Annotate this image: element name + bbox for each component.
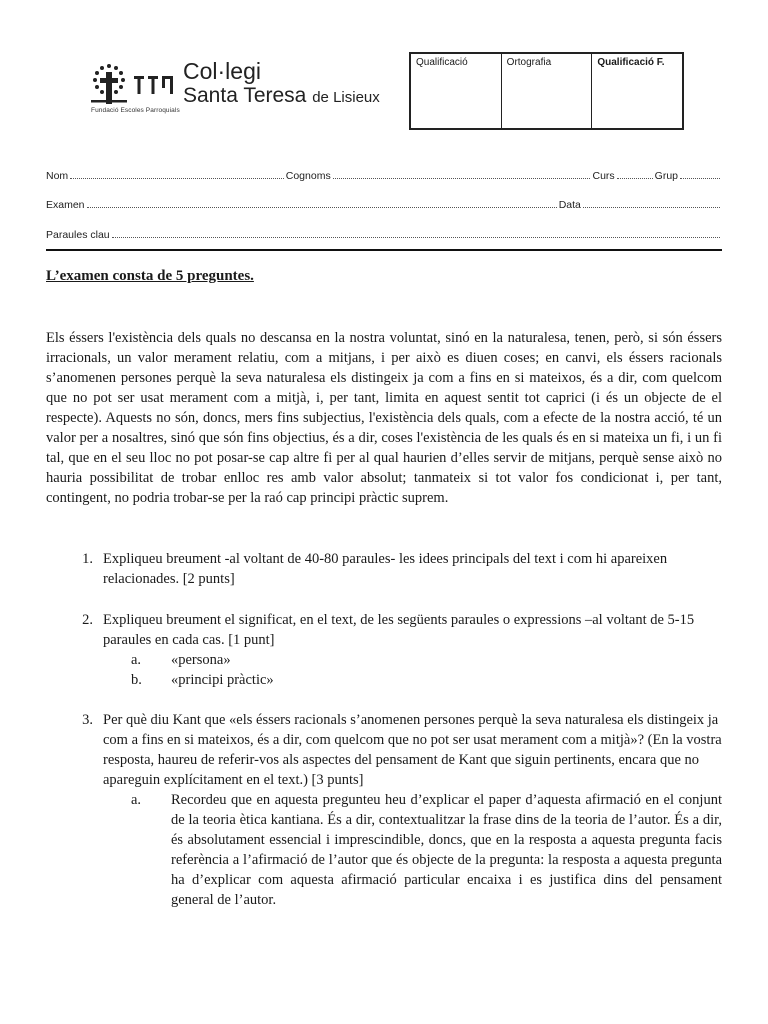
nom-field[interactable] [70,170,284,179]
paraules-clau-field[interactable] [112,229,720,238]
school-logo-icon [91,62,127,106]
school-name-main: Santa Teresa [183,84,307,107]
grade-label-final: Qualificació F. [597,57,665,68]
grup-label: Grup [654,170,678,182]
curs-label: Curs [592,170,615,182]
grade-cell-final[interactable] [592,54,682,128]
question-1 [46,549,722,589]
school-name-suffix: de Lisieux [312,89,380,106]
exam-intro: L’examen consta de 5 preguntes. [46,268,254,284]
cognoms-field[interactable] [333,170,591,179]
grade-cell-ortografia[interactable] [502,54,593,128]
keywords-row [46,229,722,241]
question-3-subitems [103,790,722,910]
nom-label: Nom [46,170,69,182]
school-name-line2 [183,84,380,108]
grade-label-ortografia: Ortografia [506,57,552,68]
foundation-name: Fundació Escoles Parroquials [91,107,180,114]
exam-info-row [46,199,722,211]
student-name-row [46,170,722,182]
header-divider [46,249,722,251]
data-label: Data [558,199,581,211]
examen-field[interactable] [87,199,557,208]
curs-field[interactable] [617,170,653,179]
data-field[interactable] [583,199,720,208]
sub-item-letter: a. [131,652,142,668]
sub-item-b [103,670,722,690]
question-number: 1. [82,551,93,567]
sub-item-text: Recordeu que en aquesta pregunteu heu d’explicar el paper d’aquesta afirmació en el conjunt de la teoria ètica kantiana. És a dir, contextualitzar la frase dins de la teoria de l’autor. És a dir, és absolutament essencial i imprescindible, doncs, que en la resposta a aquesta pregunta facis referència a l’afirmació de l’autor que és objecte de la pregunta: la resposta a aquesta pregunta ha d’explicar com aquesta afirmació particular encaixa i es justifica dins del pensament general de l’autor. [171,792,722,908]
sub-item-text: «principi pràctic» [171,672,274,688]
cognoms-label: Cognoms [285,170,331,182]
kant-passage: Els éssers l'existència dels quals no descansa en la nostra voluntat, sinó en la naturalesa, tenen, però, si són éssers irracionals, un valor merament relatiu, com a mitjans, i per això es diuen coses; en canvi, els éssers racionals s’anomenen persones perquè la seva naturalesa els distingeix ja com a fins en si mateixos, és a dir, com quelcom que no pot ser usat merament com a mitjà, i, per tant, limita en aquest sentit tot caprici (i és un objecte de el respecte). Aquests no són, doncs, mers fins subjectius, l'existència dels quals, com a efecte de la nostra acció, té un valor per a nosaltres, sinó que són fins objectius, és a dir, coses l'existència de les quals és en si mateixa un fi, i un fi tal, que en el seu lloc no pot posar-se cap altre fi per al qual haurien d’elles servir de mitjans, perquè sense això no hauria possibilitat de trobar enlloc res amb valor absolut; tanmateix si tot valor fos condicionat i, per tant, contingent, no podria trobar-se per la raó cap principi pràctic suprem. [46,330,722,506]
sub-item-a [103,650,722,670]
question-2-subitems [103,650,722,690]
question-number: 3. [82,712,93,728]
grade-cell-qualificacio[interactable] [411,54,502,128]
school-name-line1: Col·legi [183,58,261,84]
grup-field[interactable] [680,170,720,179]
school-emblem-icon [134,74,174,96]
question-text: Expliqueu breument -al voltant de 40-80 paraules- les idees principals del text i com hi apareixen relacionades. [2 punts] [103,551,668,587]
sub-item-text: «persona» [171,652,231,668]
sub-item-letter: a. [131,792,142,808]
question-text: Per què diu Kant que «els éssers racionals s’anomenen persones perquè la seva naturalesa els distingeix ja com a fins en si mateixos, és a dir, com quelcom que no pot ser usat merament com a mitjà»? (En la vostra resposta, haureu de referir-vos als aspectes del pensament de Kant que siguin pertinents, encara que no apareguin explícitament en el text.) [3 punts] [103,712,722,788]
sub-item-a [103,790,722,910]
paraules-clau-label: Paraules clau [46,229,110,241]
sub-item-letter: b. [131,672,142,688]
question-2 [46,610,722,690]
grade-label-qualificacio: Qualificació [416,57,468,68]
question-text: Expliqueu breument el significat, en el text, de les següents paraules o expressions –al voltant de 5-15 paraules en cada cas. [1 punt] [103,612,695,648]
examen-label: Examen [46,199,85,211]
question-3 [46,710,722,910]
grade-table [409,52,684,130]
question-number: 2. [82,612,93,628]
